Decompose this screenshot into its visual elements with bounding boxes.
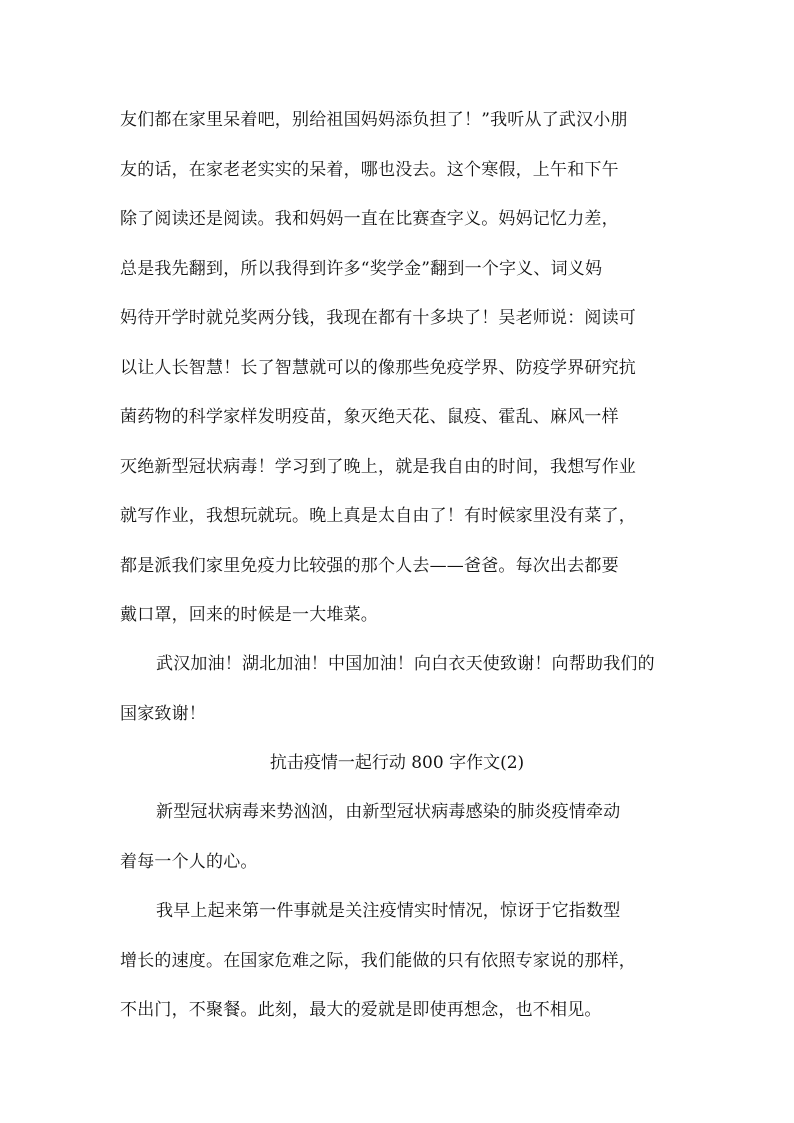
closing-line: 国家致谢！ [120,704,206,724]
body-line: 都是派我们家里免疫力比较强的那个人去——爸爸。每次出去都要 [120,556,619,576]
body-line: 我早上起来第一件事就是关注疫情实时情况，惊讶于它指数型 [156,901,621,921]
body-line: 增长的速度。在国家危难之际，我们能做的只有依照专家说的那样， [120,951,636,971]
body-line: 妈待开学时就兑奖两分钱，我现在都有十多块了！吴老师说：阅读可 [120,308,636,328]
body-line: 总是我先翻到，所以我得到许多“奖学金”翻到一个字义、词义妈 [120,259,603,279]
body-line: 戴口罩，回来的时候是一大堆菜。 [120,605,378,625]
body-line: 菌药物的科学家样发明疫苗，象灭绝天花、鼠疫、霍乱、麻风一样 [120,407,619,427]
body-line: 友们都在家里呆着吧，别给祖国妈妈添负担了！”我听从了武汉小朋 [120,110,628,130]
body-line: 以让人长智慧！长了智慧就可以的像那些免疫学界、防疫学界研究抗 [120,358,636,378]
body-line: 灭绝新型冠状病毒！学习到了晚上，就是我自由的时间，我想写作业 [120,457,636,477]
essay-title: 抗击疫情一起行动 800 字作文(2) [269,753,525,773]
body-line: 除了阅读还是阅读。我和妈妈一直在比赛查字义。妈妈记忆力差， [120,209,619,229]
body-line: 着每一个人的心。 [120,852,258,872]
body-line: 就写作业，我想玩就玩。晚上真是太自由了！有时候家里没有菜了， [120,506,636,526]
body-line: 新型冠状病毒来势汹汹，由新型冠状病毒感染的肺炎疫情牵动 [156,802,621,822]
body-line: 友的话，在家老老实实的呆着，哪也没去。这个寒假，上午和下午 [120,160,619,180]
closing-line: 武汉加油！湖北加油！中国加油！向白衣天使致谢！向帮助我们的 [156,654,655,674]
body-line: 不出门，不聚餐。此刻，最大的爱就是即使再想念，也不相见。 [120,1000,602,1020]
